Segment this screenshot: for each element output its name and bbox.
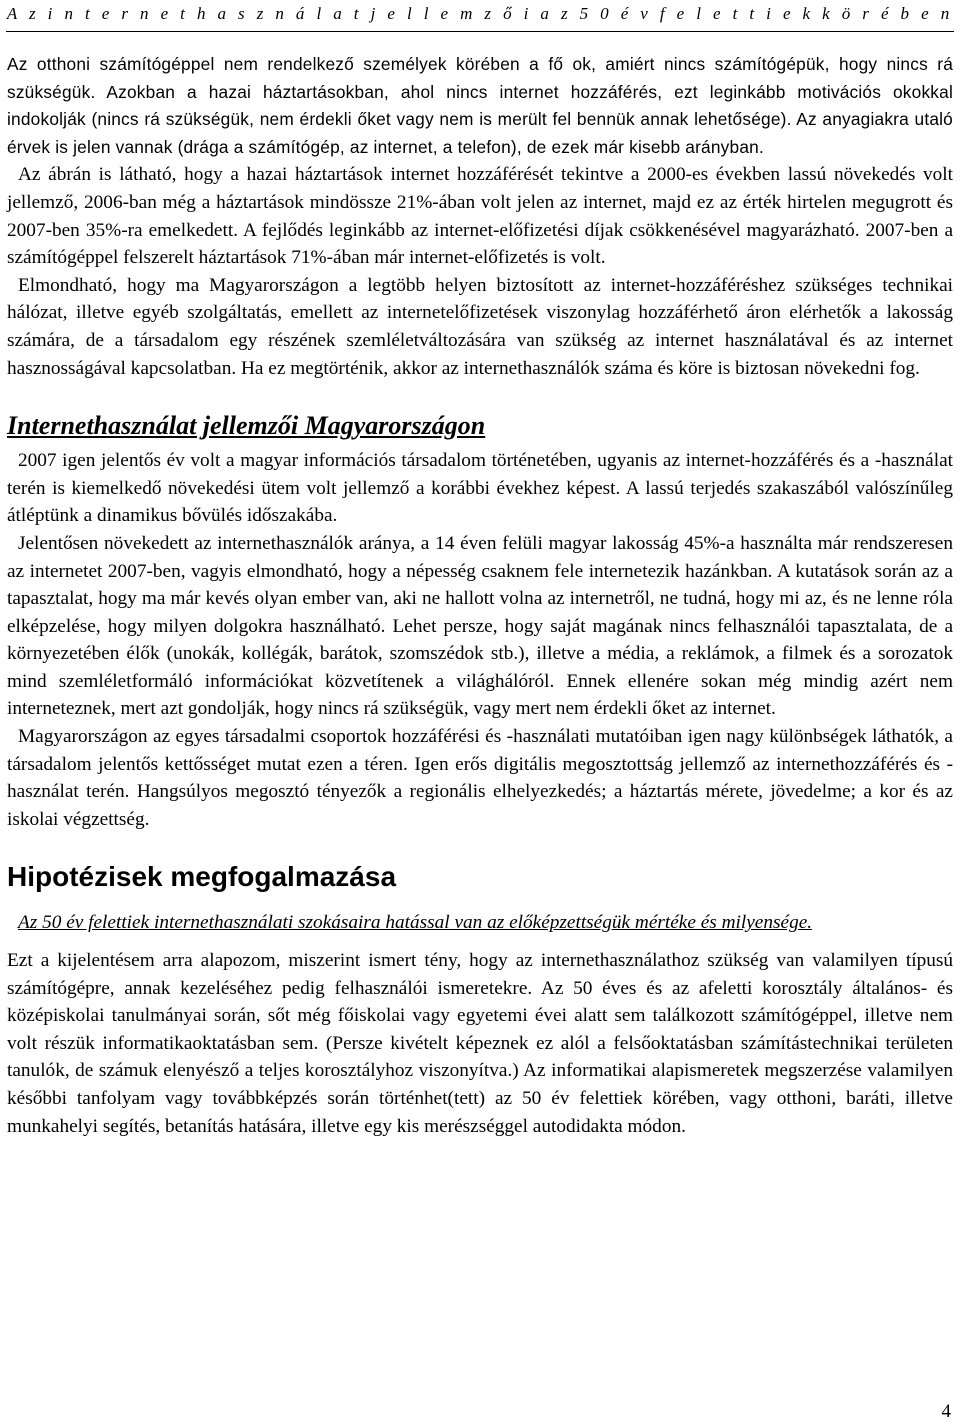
section-title-internet-usage: Internethasználat jellemzői Magyarországon [7, 411, 486, 441]
header-divider [6, 31, 954, 32]
hypothesis-statement: Az 50 év felettiek internethasználati szokásaira hatással van az előképzettségük mértéke és milyensége. [18, 912, 813, 934]
paragraph-hypothesis-rationale: Ezt a kijelentésem arra alapozom, miszerint ismert tény, hogy az internethasználathoz szükség van valamilyen típusú számítógépre, annak kezeléséhez pedig felhasználói ismeretekre. Az 50 éves és az afeletti korosztály általános- és középiskolai tanulmányai során, sőt még főiskolai vagy egyetemi évei alatt sem találkozott számítógéppel, illetve nem volt részük informatikaoktatásban sem. (Persze kivételt képeznek ez alól a felsőoktatásban számítástechnikai területen tanulók, de számuk elenyésző a teljes korosztályhoz viszonyítva.) Az informatikai alapismeretek megszerzése valamilyen későbbi tanfolyam vagy továbbképzés során történhet(tett) az 50 év felettiek körében, vagy otthoni, baráti, illetve munkahelyi segítés, betanítás hatására, illetve egy kis merészséggel autodidakta módon. [7, 950, 953, 1137]
paragraph-infrastructure: Elmondható, hogy ma Magyarországon a legtöbb helyen biztosított az internet-hozzáféréshez szükséges technikai hálózat, illetve egyéb szolgáltatás, emellett az internetelőfizetések viszonylag hozzáférhető áron elérhetők a lakosság számára, de a társadalom egy részének szemléletváltozására van szükség az internet használatával és az internet hasznosságával kapcsolatban. Ha ez megtörténik, akkor az internethasználók száma és köre is biztosan növekedni fog. [7, 274, 953, 379]
page-body [7, 51, 953, 1140]
paragraph-user-ratio: Jelentősen növekedett az internethasználók aránya, a 14 éven felüli magyar lakosság 45%-a használta már rendszeresen az internetet 2007-ben, vagyis elmondható, hogy a népesség csaknem fele internetezik hazánkban. A kutatások során az a tapasztalat, hogy ma már kevés olyan ember van, aki ne hallott volna az internetről, ne tudná, hogy mi az, és ne lenne róla elképzelése, hogy milyen dolgokra használható. Lehet persze, hogy saját magának nincs felhasználói tapasztalata, de a környezetében élők (unokák, kollégák, barátok, szomszédok stb.), illetve a média, a reklámok, a filmek és a sorozatok mind szemléletformáló információkat közvetítenek a világhálóról. Ennek ellenére sokan még mindig azért nem interneteznek, mert azt gondolják, hogy nincs rá szükségük, vagy mert nem érdekli őket az internet. [7, 532, 953, 720]
running-header: A z i n t e r n e t h a s z n á l a t j e l l e m z ő i a z 5 0 é v f e l e t t i e k k ö r é b e n [6, 4, 954, 23]
section-title-hypotheses: Hipotézisek megfogalmazása [7, 861, 397, 893]
paragraph-digital-divide: Magyarországon az egyes társadalmi csoportok hozzáférési és -használati mutatóiban igen nagy különbségek láthatók, a társadalom jelentős kettősséget mutat ezen a téren. Igen erős digitális megosztottság jellemző az internethozzáférés és -használat terén. Hangsúlyos megosztó tényezők a regionális elhelyezkedés; a háztartás mérete, jövedelme; a kor és az iskolai végzettség. [7, 726, 953, 830]
paragraph-2007-growth: 2007 igen jelentős év volt a magyar információs társadalom történetében, ugyanis az internet-hozzáférés és a -használat terén is kiemelkedő növekedési ütem volt jellemző a korábbi évekhez képest. A lassú terjedés szakaszából valószínűleg átléptünk a dinamikus bővülés időszakába. [7, 450, 953, 527]
page-number: 4 [941, 1401, 951, 1422]
paragraph-household-access: Az ábrán is látható, hogy a hazai háztartások internet hozzáférését tekintve a 2000-es években lassú növekedés volt jellemző, 2006-ban még a háztartások mindössze 21%-ában volt jelen az internet, majd ez az érték hirtelen megugrott és 2007-ben 35%-ra emelkedett. A fejlődés leginkább az internet-előfizetési díjak csökkenésével magyarázható. 2007-ben a számítógéppel felszerelt háztartások 71%-ában már internet-előfizetés is volt. [7, 164, 953, 269]
paragraph-no-computer-reasons: Az otthoni számítógéppel nem rendelkező személyek körében a fő ok, amiért nincs számítógépük, hogy nincs rá szükségük. Azokban a hazai háztartásokban, ahol nincs internet hozzáférés, ezt leginkább motivációs okokkal indokolják (nincs rá szükségük, nem érdekli őket vagy nem is merült fel bennük annak lehetősége). Az anyagiakra utaló érvek is jelen vannak (drága a számítógép, az internet, a telefon), de ezek már kisebb arányban. [7, 54, 953, 157]
